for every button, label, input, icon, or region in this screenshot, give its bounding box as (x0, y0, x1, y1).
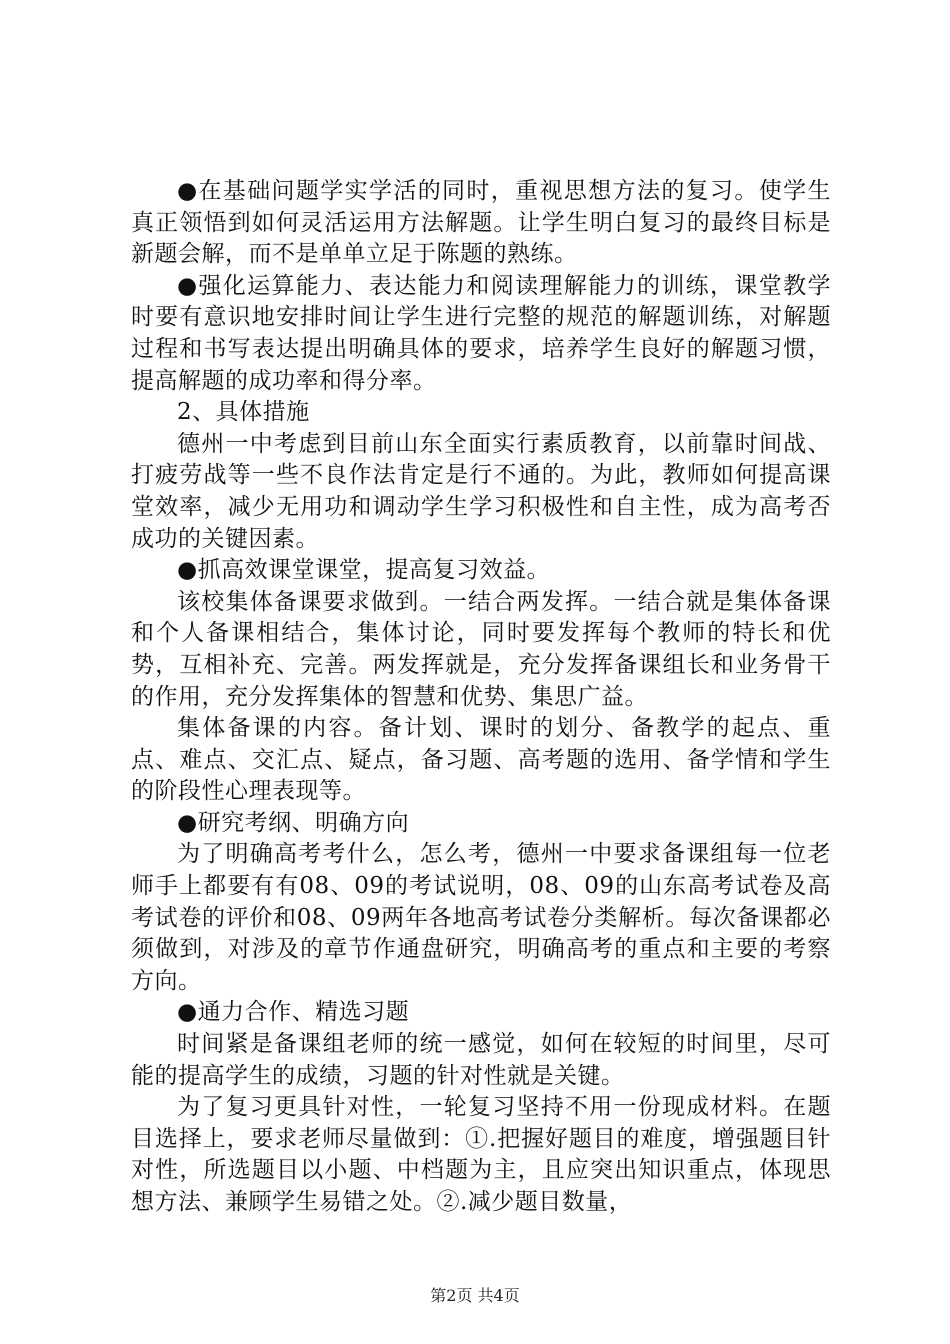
paragraph-exam-materials: 为了明确高考考什么，怎么考，德州一中要求备课组每一位老师手上都要有有08、09的考试说明，08、09的山东高考试卷及高考试卷的评价和08、09两年各地高考试卷分类解析。每次备课都必须做到，对涉及的章节作通盘研究，明确高考的重点和主要的考察方向。 (131, 841, 831, 994)
page-number-footer: 第2页 共4页 (430, 1286, 520, 1305)
bullet-efficient-classroom: ●抓高效课堂课堂，提高复习效益。 (177, 557, 551, 584)
document-body (131, 176, 831, 1219)
paragraph-collective-prep: 该校集体备课要求做到。一结合两发挥。一结合就是集体备课和个人备课相结合，集体讨论，同时要发挥每个教师的特长和优势，互相补充、完善。两发挥就是，充分发挥备课组长和业务骨干的作用，充分发挥集体的智慧和优势、集思广益。 (131, 588, 831, 710)
section-heading-measures: 2、具体措施 (177, 399, 310, 426)
paragraph-ability-training: ●强化运算能力、表达能力和阅读理解能力的训练，课堂教学时要有意识地安排时间让学生进行完整的规范的解题训练，对解题过程和书写表达提出明确具体的要求，培养学生良好的解题习惯，提高解题的成功率和得分率。 (131, 272, 831, 394)
paragraph-dezhou-intro: 德州一中考虑到目前山东全面实行素质教育，以前靠时间战、打疲劳战等一些不良作法肯定是行不通的。为此，教师如何提高课堂效率，减少无用功和调动学生学习积极性和自主性，成为高考否成功的关键因素。 (131, 430, 831, 552)
paragraph-exercise-selection: 为了复习更具针对性，一轮复习坚持不用一份现成材料。在题目选择上，要求老师尽量做到：①.把握好题目的难度，增强题目针对性，所选题目以小题、中档题为主，且应突出知识重点，体现思想方法、兼顾学生易错之处。②.减少题目数量， (131, 1094, 831, 1215)
paragraph-prep-content: 集体备课的内容。备计划、课时的划分、备教学的起点、重点、难点、交汇点、疑点，备习题、高考题的选用、备学情和学生的阶段性心理表现等。 (131, 715, 831, 805)
bullet-cooperation-exercises: ●通力合作、精选习题 (177, 999, 410, 1026)
paragraph-time-pressure: 时间紧是备课组老师的统一感觉，如何在较短的时间里，尽可能的提高学生的成绩，习题的针对性就是关键。 (131, 1031, 831, 1089)
bullet-study-syllabus: ●研究考纲、明确方向 (177, 809, 410, 836)
paragraph-method-review: ●在基础问题学实学活的同时，重视思想方法的复习。使学生真正领悟到如何灵活运用方法解题。让学生明白复习的最终目标是新题会解，而不是单单立足于陈题的熟练。 (131, 178, 831, 268)
